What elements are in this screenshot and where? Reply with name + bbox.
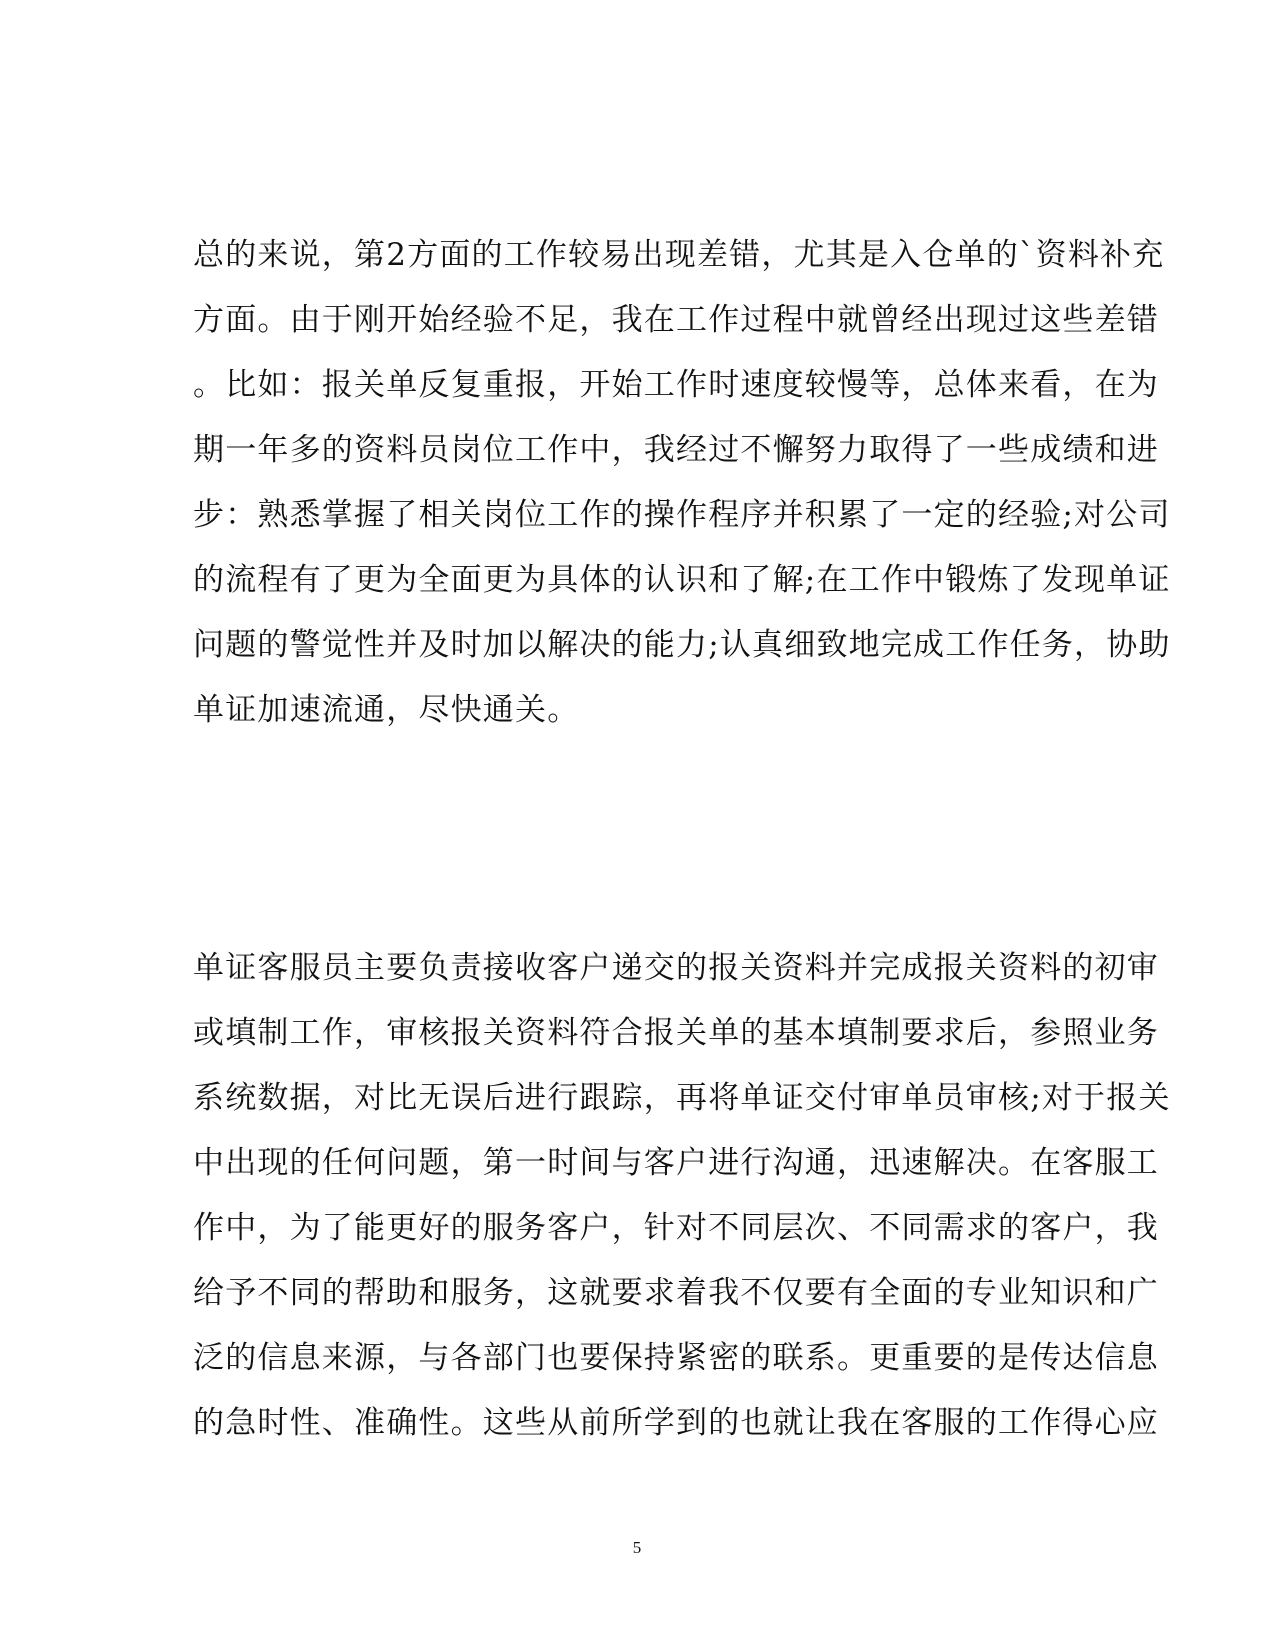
paragraph-line: 步：熟悉掌握了相关岗位工作的操作程序并积累了一定的经验;对公司: [193, 497, 1171, 533]
paragraph-line: 系统数据，对比无误后进行跟踪，再将单证交付审单员审核;对于报关: [193, 1080, 1171, 1116]
paragraph-line: 期一年多的资料员岗位工作中，我经过不懈努力取得了一些成绩和进: [193, 432, 1159, 468]
paragraph-line: 泛的信息来源，与各部门也要保持紧密的联系。更重要的是传达信息: [193, 1340, 1159, 1376]
paragraph-line: 方面。由于刚开始经验不足，我在工作过程中就曾经出现过这些差错: [193, 302, 1159, 338]
paragraph-line: 中出现的任何问题，第一时间与客户进行沟通，迅速解决。在客服工: [193, 1145, 1159, 1181]
paragraph-line: 的急时性、准确性。这些从前所学到的也就让我在客服的工作得心应: [193, 1405, 1159, 1441]
paragraph-line: 的流程有了更为全面更为具体的认识和了解;在工作中锻炼了发现单证: [193, 562, 1171, 598]
paragraph-line: 单证客服员主要负责接收客户递交的报关资料并完成报关资料的初审: [193, 950, 1159, 986]
paragraph-1: [193, 223, 1171, 743]
paragraph-line: 。比如：报关单反复重报，开始工作时速度较慢等，总体来看，在为: [193, 367, 1159, 403]
paragraph-line: 作中，为了能更好的服务客户，针对不同层次、不同需求的客户，我: [193, 1210, 1159, 1246]
paragraph-line: 给予不同的帮助和服务，这就要求着我不仅要有全面的专业知识和广: [193, 1275, 1159, 1311]
paragraph-line: 问题的警觉性并及时加以解决的能力;认真细致地完成工作任务，协助: [193, 627, 1171, 663]
paragraph-line: 单证加速流通，尽快通关。: [193, 692, 580, 728]
page-number: 5: [632, 1538, 642, 1557]
paragraph-2: [193, 936, 1171, 1456]
paragraph-line: 总的来说，第2方面的工作较易出现差错，尤其是入仓单的`资料补充: [193, 237, 1165, 273]
paragraph-line: 或填制工作，审核报关资料符合报关单的基本填制要求后，参照业务: [193, 1015, 1159, 1051]
